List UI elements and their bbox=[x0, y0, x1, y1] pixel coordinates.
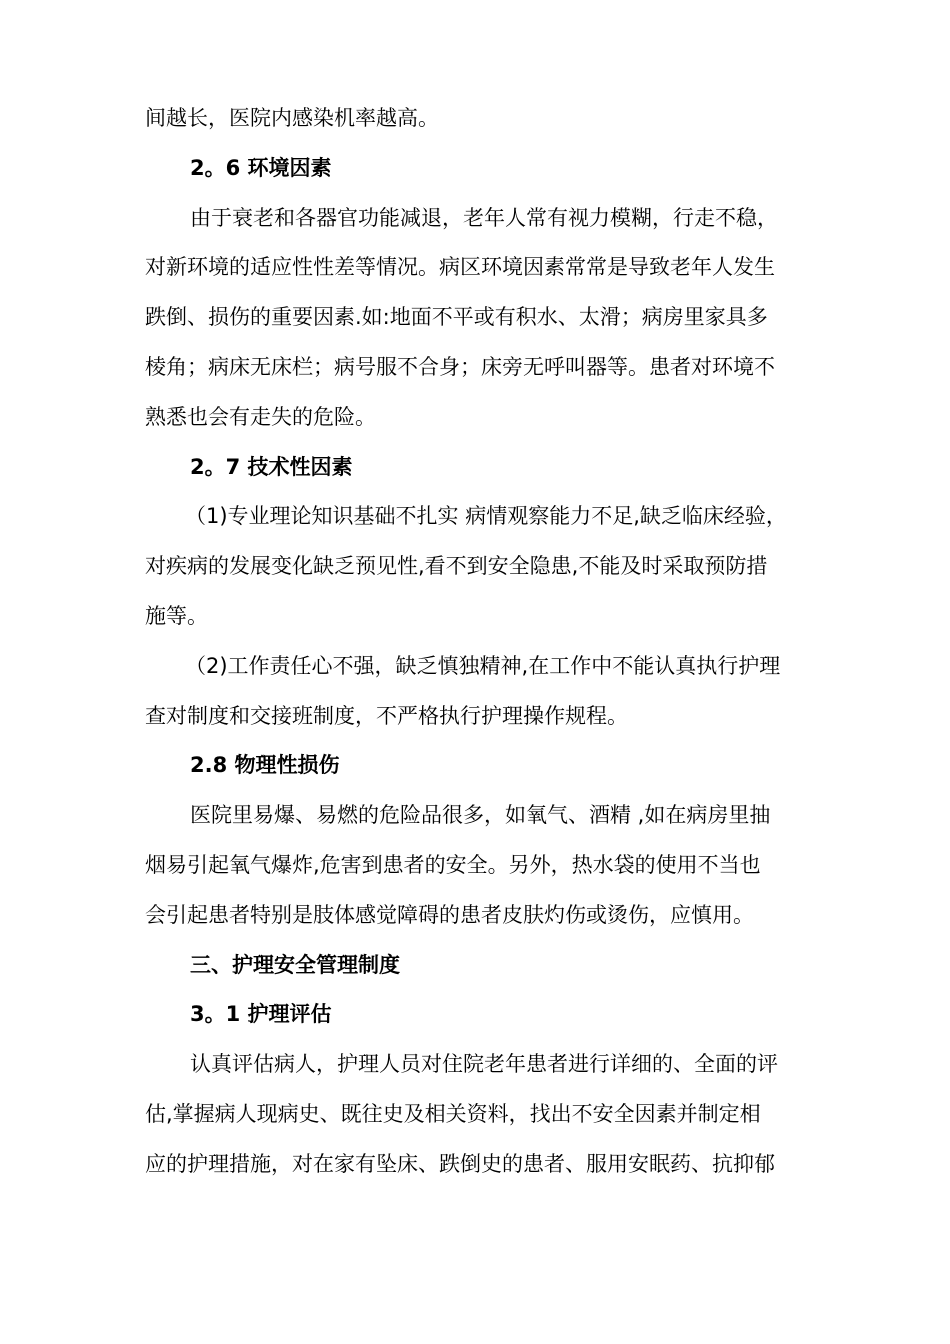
section-heading-2-8: 2.8 物理性损伤 bbox=[190, 753, 340, 778]
section-heading-3-1: 3。1 护理评估 bbox=[190, 1002, 332, 1027]
paragraph-line: 认真评估病人，护理人员对住院老年患者进行详细的、全面的评 bbox=[190, 1052, 778, 1077]
section-heading-2-6: 2。6 环境因素 bbox=[190, 155, 332, 180]
section-heading-2-7: 2。7 技术性因素 bbox=[190, 454, 353, 479]
paragraph-line: 会引起患者特别是肢体感觉障碍的患者皮肤灼伤或烫伤，应慎用。 bbox=[145, 902, 754, 927]
paragraph-line: 棱角；病床无床栏；病号服不合身；床旁无呼叫器等。患者对环境不 bbox=[145, 354, 775, 379]
body-line: 间越长，医院内感染机率越高。 bbox=[145, 106, 439, 130]
paragraph-line: 应的护理措施，对在家有坠床、跌倒史的患者、服用安眠药、抗抑郁 bbox=[145, 1151, 775, 1176]
list-item-line: （1)专业理论知识基础不扎实 病情观察能力不足,缺乏临床经验， bbox=[185, 504, 787, 529]
paragraph-line: 查对制度和交接班制度，不严格执行护理操作规程。 bbox=[145, 703, 628, 728]
paragraph-line: 对新环境的适应性性差等情况。病区环境因素常常是导致老年人发生 bbox=[145, 255, 775, 280]
paragraph-line: 估,掌握病人现病史、既往史及相关资料，找出不安全因素并制定相 bbox=[145, 1101, 761, 1126]
paragraph-line: 施等。 bbox=[145, 603, 208, 628]
paragraph-line: 烟易引起氧气爆炸,危害到患者的安全。另外，热水袋的使用不当也 bbox=[145, 852, 761, 877]
paragraph-line: 对疾病的发展变化缺乏预见性,看不到安全隐患,不能及时采取预防措 bbox=[145, 554, 768, 579]
document-body bbox=[145, 94, 825, 1190]
chapter-heading-3: 三、护理安全管理制度 bbox=[190, 952, 400, 977]
paragraph-line: 由于衰老和各器官功能减退，老年人常有视力模糊，行走不稳， bbox=[190, 205, 778, 230]
paragraph-line: 跌倒、损伤的重要因素.如:地面不平或有积水、太滑；病房里家具多 bbox=[145, 305, 768, 330]
list-item-line: （2)工作责任心不强，缺乏慎独精神,在工作中不能认真执行护理 bbox=[185, 653, 781, 678]
paragraph-line: 医院里易爆、易燃的危险品很多，如氧气、酒精 ,如在病房里抽 bbox=[190, 803, 771, 828]
paragraph-line: 熟悉也会有走失的危险。 bbox=[145, 404, 376, 429]
